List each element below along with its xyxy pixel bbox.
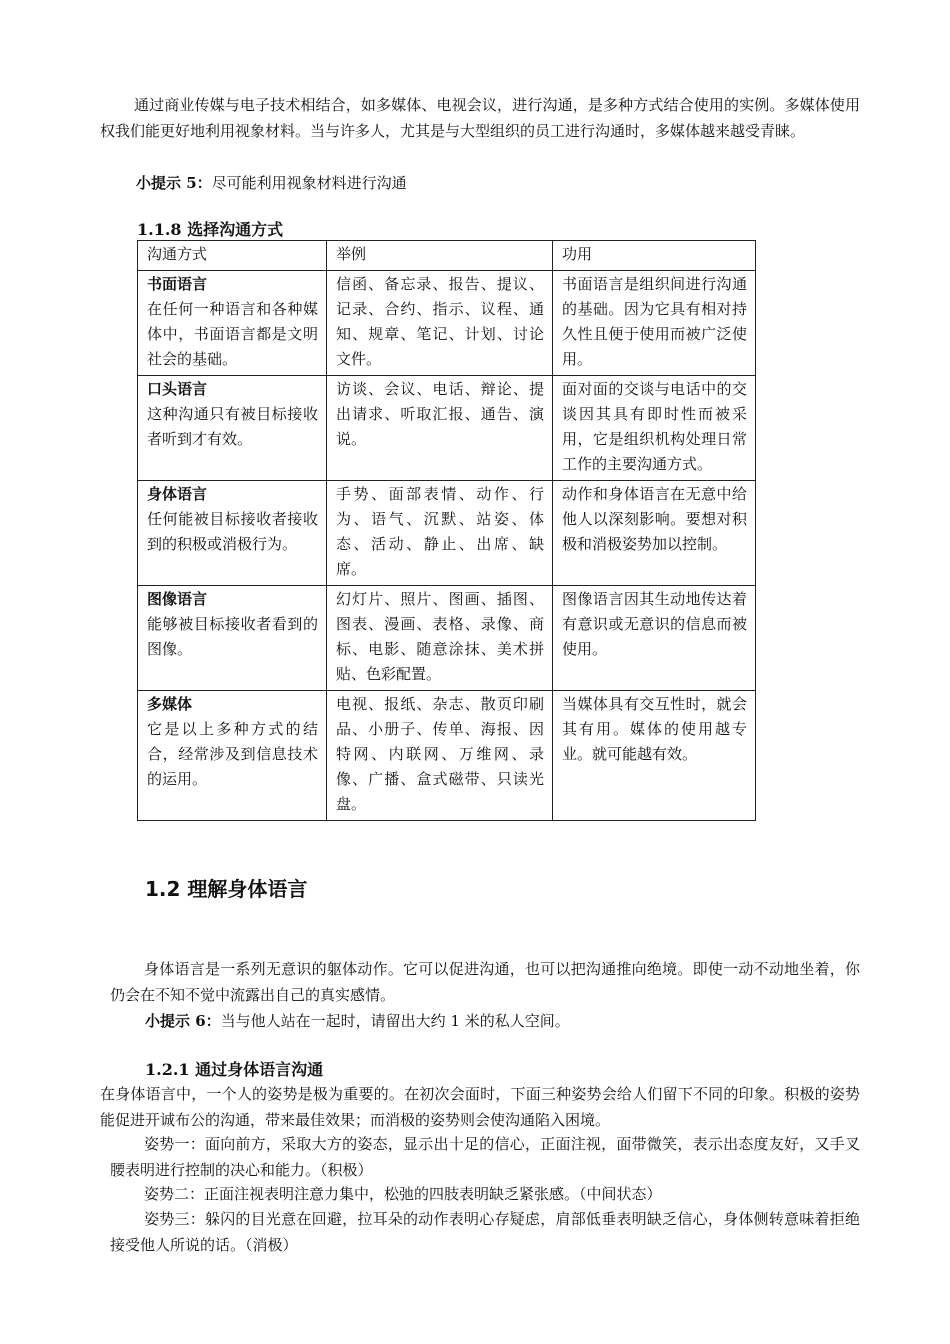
tip-6-label: 小提示 6： (145, 1012, 221, 1030)
examples-cell: 访谈、会议、电话、辩论、提出请求、听取汇报、通告、演说。 (327, 376, 553, 481)
posture-three: 姿势三：躲闪的目光意在回避，拉耳朵的动作表明心存疑虑，肩部低垂表明缺乏信心，身体侧转意味着拒绝接受他人所说的话。（消极） (110, 1210, 860, 1254)
section-1-1-8-heading: 1.1.8 选择沟通方式 (137, 220, 284, 239)
table-row (138, 586, 756, 691)
table-row (138, 376, 756, 481)
examples-cell: 信函、备忘录、报告、提议、记录、合约、指示、议程、通知、规章、笔记、计划、讨论文件。 (327, 271, 553, 376)
section-1-2-1-heading: 1.2.1 通过身体语言沟通 (145, 1060, 324, 1079)
function-cell: 当媒体具有交互性时，就会 其有用。媒体的使用越专业。就可能越有效。 (553, 691, 756, 821)
method-description: 任何能被目标接收者接收到的积极或消极行为。 (147, 510, 318, 553)
table-row (138, 481, 756, 586)
method-cell (138, 376, 327, 481)
examples-cell: 幻灯片、照片、图画、插图、图表、漫画、表格、录像、商标、电影、随意涂抹、美术拼贴、色彩配置。 (327, 586, 553, 691)
method-cell (138, 586, 327, 691)
tip-5 (136, 170, 407, 196)
posture-intro-paragraph: 在身体语言中，一个人的姿势是极为重要的。在初次会面时，下面三种姿势会给人们留下不同的印象。积极的姿势能促进开诚布公的沟通，带来最佳效果；而消极的姿势则会使沟通陷入困境。 (100, 1085, 860, 1129)
examples-cell: 手势、面部表情、动作、行为、语气、沉默、站姿、体态、活动、静止、出席、缺席。 (327, 481, 553, 586)
table-header-method: 沟通方式 (138, 241, 327, 271)
function-cell: 书面语言是组织间进行沟通的基础。因为它具有相对持久性且便于使用而被广泛使用。 (553, 271, 756, 376)
table-header-function: 功用 (553, 241, 756, 271)
body-language-paragraph: 身体语言是一系列无意识的躯体动作。它可以促进沟通，也可以把沟通推向绝境。即使一动不动地坐着，你仍会在不知不觉中流露出自己的真实感情。 (110, 960, 860, 1004)
method-title: 口头语言 (147, 380, 208, 398)
method-title: 图像语言 (147, 590, 208, 608)
method-cell (138, 271, 327, 376)
tip-6-text: 当与他人站在一起时，请留出大约 1 米的私人空间。 (220, 1012, 570, 1030)
function-cell: 动作和身体语言在无意中给他人以深刻影响。要想对积极和消极姿势加以控制。 (553, 481, 756, 586)
table-row (138, 271, 756, 376)
examples-cell: 电视、报纸、杂志、散页印刷品、小册子、传单、海报、因特网、内联网、万维网、录像、广播、盒式磁带、只读光盘。 (327, 691, 553, 821)
table-header-row (138, 241, 756, 271)
method-title: 书面语言 (147, 275, 208, 293)
section-1-2-heading: 1.2 理解身体语言 (145, 877, 308, 901)
function-cell: 面对面的交谈与电话中的交谈因其具有即时性而被采用，它是组织机构处理日常工作的主要沟通方式。 (553, 376, 756, 481)
method-cell (138, 481, 327, 586)
method-description: 能够被目标接收者看到的图像。 (147, 615, 318, 658)
tip-5-label: 小提示 5： (136, 174, 212, 192)
table-header-examples: 举例 (327, 241, 553, 271)
method-cell (138, 691, 327, 821)
posture-two: 姿势二：正面注视表明注意力集中，松弛的四肢表明缺乏紧张感。（中间状态） (144, 1185, 662, 1203)
method-title: 多媒体 (147, 695, 193, 713)
table-row (138, 691, 756, 821)
intro-paragraph: 通过商业传媒与电子技术相结合，如多媒体、电视会议，进行沟通，是多种方式结合使用的实例。多媒体使用权我们能更好地利用视象材料。当与许多人，尤其是与大型组织的员工进行沟通时，多媒体越来越受青睐。 (100, 96, 860, 140)
function-cell: 图像语言因其生动地传达着有意识或无意识的信息而被使用。 (553, 586, 756, 691)
method-description: 在任何一种语言和各种媒体中，书面语言都是文明社会的基础。 (147, 300, 318, 368)
posture-one: 姿势一：面向前方，采取大方的姿态，显示出十足的信心，正面注视，面带微笑，表示出态度友好，又手叉腰表明进行控制的决心和能力。（积极） (110, 1135, 860, 1179)
method-description: 它是以上多种方式的结合，经常涉及到信息技术的运用。 (147, 720, 318, 788)
tip-6 (145, 1008, 570, 1034)
communication-methods-table (137, 240, 756, 821)
method-description: 这种沟通只有被目标接收者听到才有效。 (147, 405, 318, 448)
method-title: 身体语言 (147, 485, 208, 503)
tip-5-text: 尽可能利用视象材料进行沟通 (211, 174, 407, 192)
